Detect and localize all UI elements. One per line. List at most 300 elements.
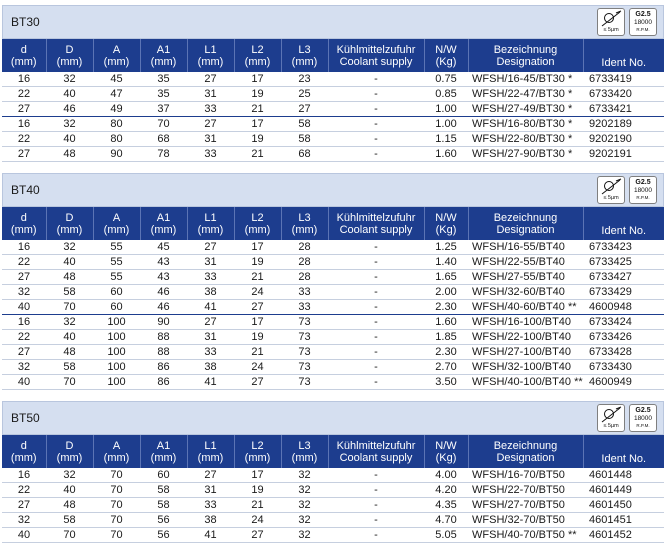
table-cell: WFSH/22-80/BT30 * bbox=[468, 132, 583, 147]
col-L2: L2 (mm) bbox=[234, 39, 281, 72]
table-row bbox=[2, 285, 664, 300]
table-cell: 22 bbox=[2, 483, 46, 498]
col-weight: N/W (Kg) bbox=[424, 435, 468, 468]
table-cell: 70 bbox=[93, 528, 140, 543]
table-cell: - bbox=[328, 285, 424, 300]
table-row bbox=[2, 528, 664, 543]
section-header bbox=[2, 173, 664, 207]
table-cell: 48 bbox=[46, 270, 93, 285]
table-row bbox=[2, 240, 664, 255]
table-cell: 70 bbox=[46, 375, 93, 390]
table-cell: WFSH/22-70/BT50 bbox=[468, 483, 583, 498]
col-A1: A1 (mm) bbox=[140, 39, 187, 72]
table-cell: 24 bbox=[234, 285, 281, 300]
table-cell: 22 bbox=[2, 87, 46, 102]
balance-grade-icon bbox=[629, 404, 657, 432]
table-cell: 21 bbox=[234, 147, 281, 162]
table-cell: 4601452 bbox=[583, 528, 664, 543]
section-header bbox=[2, 401, 664, 435]
section-bt40 bbox=[2, 173, 664, 390]
table-cell: 41 bbox=[187, 300, 234, 315]
table-cell: 73 bbox=[281, 330, 328, 345]
table-row bbox=[2, 330, 664, 345]
section-title: BT40 bbox=[11, 183, 40, 197]
col-L1: L1 (mm) bbox=[187, 39, 234, 72]
col-A1: A1 (mm) bbox=[140, 207, 187, 240]
runout-label: ≤ 5µm bbox=[603, 27, 619, 33]
col-ident: Ident No. bbox=[583, 207, 664, 240]
table-cell: 43 bbox=[140, 270, 187, 285]
table-cell: - bbox=[328, 330, 424, 345]
table-cell: 88 bbox=[140, 330, 187, 345]
table-cell: 16 bbox=[2, 240, 46, 255]
col-A1: A1 (mm) bbox=[140, 435, 187, 468]
table-cell: 35 bbox=[140, 87, 187, 102]
table-cell: - bbox=[328, 300, 424, 315]
table-cell: 1.25 bbox=[424, 240, 468, 255]
table-cell: 19 bbox=[234, 132, 281, 147]
table-row bbox=[2, 147, 664, 162]
table-cell: 27 bbox=[2, 102, 46, 117]
table-row bbox=[2, 117, 664, 132]
table-cell: 38 bbox=[187, 513, 234, 528]
table-cell: 48 bbox=[46, 345, 93, 360]
table-cell: 22 bbox=[2, 255, 46, 270]
table-cell: 6733426 bbox=[583, 330, 664, 345]
table-cell: 6733430 bbox=[583, 360, 664, 375]
table-cell: 41 bbox=[187, 375, 234, 390]
table-cell: 31 bbox=[187, 255, 234, 270]
runout-icon bbox=[597, 176, 625, 204]
col-designation: Bezeichnung Designation bbox=[468, 207, 583, 240]
table-cell: - bbox=[328, 147, 424, 162]
table-cell: 5.05 bbox=[424, 528, 468, 543]
table-cell: 70 bbox=[93, 513, 140, 528]
table-cell: 58 bbox=[46, 285, 93, 300]
table-cell: 70 bbox=[93, 483, 140, 498]
table-body bbox=[2, 468, 664, 543]
table-cell: 4601451 bbox=[583, 513, 664, 528]
balance-unit: R.P.M. bbox=[636, 195, 650, 200]
col-ident: Ident No. bbox=[583, 39, 664, 72]
table-row bbox=[2, 300, 664, 315]
table-cell: 17 bbox=[234, 468, 281, 483]
table-row bbox=[2, 498, 664, 513]
table-cell: WFSH/32-100/BT40 bbox=[468, 360, 583, 375]
table-cell: WFSH/22-55/BT40 bbox=[468, 255, 583, 270]
table-cell: WFSH/16-70/BT50 bbox=[468, 468, 583, 483]
table-cell: 100 bbox=[93, 360, 140, 375]
table-cell: 32 bbox=[2, 360, 46, 375]
table-cell: 17 bbox=[234, 240, 281, 255]
table-cell: 27 bbox=[187, 315, 234, 330]
col-L3: L3 (mm) bbox=[281, 435, 328, 468]
table-cell: 37 bbox=[140, 102, 187, 117]
table-body bbox=[2, 240, 664, 390]
table-cell: - bbox=[328, 498, 424, 513]
table-cell: WFSH/27-70/BT50 bbox=[468, 498, 583, 513]
table-cell: 46 bbox=[140, 285, 187, 300]
table-cell: - bbox=[328, 117, 424, 132]
table-cell: 9202191 bbox=[583, 147, 664, 162]
table-cell: 73 bbox=[281, 360, 328, 375]
table-cell: 27 bbox=[187, 117, 234, 132]
table-cell: 80 bbox=[93, 117, 140, 132]
table-cell: 40 bbox=[2, 528, 46, 543]
col-L3: L3 (mm) bbox=[281, 39, 328, 72]
dimensions-table bbox=[2, 435, 664, 543]
table-row bbox=[2, 345, 664, 360]
table-cell: 1.60 bbox=[424, 147, 468, 162]
feature-icons bbox=[597, 176, 657, 204]
table-row bbox=[2, 513, 664, 528]
table-row bbox=[2, 102, 664, 117]
table-cell: 19 bbox=[234, 330, 281, 345]
table-cell: 1.85 bbox=[424, 330, 468, 345]
table-cell: 100 bbox=[93, 315, 140, 330]
table-cell: WFSH/40-100/BT40 ** bbox=[468, 375, 583, 390]
table-cell: WFSH/40-70/BT50 ** bbox=[468, 528, 583, 543]
table-cell: 19 bbox=[234, 255, 281, 270]
col-L1: L1 (mm) bbox=[187, 207, 234, 240]
table-cell: 0.75 bbox=[424, 72, 468, 87]
table-cell: 46 bbox=[140, 300, 187, 315]
col-designation: Bezeichnung Designation bbox=[468, 39, 583, 72]
table-cell: 33 bbox=[187, 345, 234, 360]
table-cell: 6733429 bbox=[583, 285, 664, 300]
balance-unit: R.P.M. bbox=[636, 423, 650, 428]
table-cell: 27 bbox=[187, 468, 234, 483]
table-cell: 2.00 bbox=[424, 285, 468, 300]
table-cell: 6733421 bbox=[583, 102, 664, 117]
table-cell: 28 bbox=[281, 270, 328, 285]
table-cell: 27 bbox=[2, 147, 46, 162]
col-d: d (mm) bbox=[2, 435, 46, 468]
table-cell: 68 bbox=[140, 132, 187, 147]
table-cell: 56 bbox=[140, 513, 187, 528]
table-cell: 100 bbox=[93, 375, 140, 390]
table-cell: 16 bbox=[2, 117, 46, 132]
balance-grade: G2.5 bbox=[635, 407, 651, 414]
table-cell: 6733428 bbox=[583, 345, 664, 360]
table-cell: 90 bbox=[93, 147, 140, 162]
table-cell: 48 bbox=[46, 147, 93, 162]
table-cell: 21 bbox=[234, 102, 281, 117]
table-cell: 2.30 bbox=[424, 345, 468, 360]
runout-icon bbox=[597, 8, 625, 36]
balance-grade-icon bbox=[629, 176, 657, 204]
table-cell: 40 bbox=[2, 375, 46, 390]
table-cell: 21 bbox=[234, 345, 281, 360]
table-cell: 17 bbox=[234, 315, 281, 330]
table-body bbox=[2, 72, 664, 162]
runout-icon bbox=[597, 404, 625, 432]
table-cell: 3.50 bbox=[424, 375, 468, 390]
table-cell: 9202189 bbox=[583, 117, 664, 132]
table-cell: 38 bbox=[187, 285, 234, 300]
table-cell: 31 bbox=[187, 330, 234, 345]
table-cell: WFSH/27-49/BT30 * bbox=[468, 102, 583, 117]
section-title: BT30 bbox=[11, 15, 40, 29]
table-cell: 40 bbox=[46, 87, 93, 102]
table-cell: 23 bbox=[281, 72, 328, 87]
col-D: D (mm) bbox=[46, 207, 93, 240]
table-cell: WFSH/40-60/BT40 ** bbox=[468, 300, 583, 315]
table-cell: 4601449 bbox=[583, 483, 664, 498]
table-cell: 6733424 bbox=[583, 315, 664, 330]
table-cell: 6733420 bbox=[583, 87, 664, 102]
table-cell: - bbox=[328, 255, 424, 270]
col-L1: L1 (mm) bbox=[187, 435, 234, 468]
table-cell: 73 bbox=[281, 345, 328, 360]
table-cell: - bbox=[328, 315, 424, 330]
table-cell: 32 bbox=[46, 468, 93, 483]
table-cell: 73 bbox=[281, 375, 328, 390]
balance-rpm: 18000 bbox=[633, 19, 653, 26]
table-cell: - bbox=[328, 483, 424, 498]
table-cell: 33 bbox=[281, 300, 328, 315]
table-cell: 4.70 bbox=[424, 513, 468, 528]
table-cell: 32 bbox=[281, 528, 328, 543]
table-cell: 78 bbox=[140, 147, 187, 162]
table-cell: 4.35 bbox=[424, 498, 468, 513]
table-cell: 27 bbox=[187, 240, 234, 255]
table-row bbox=[2, 132, 664, 147]
table-cell: 28 bbox=[281, 255, 328, 270]
table-cell: 32 bbox=[46, 117, 93, 132]
table-cell: 33 bbox=[187, 102, 234, 117]
table-row bbox=[2, 270, 664, 285]
table-cell: - bbox=[328, 345, 424, 360]
balance-grade: G2.5 bbox=[635, 179, 651, 186]
balance-grade: G2.5 bbox=[635, 11, 651, 18]
table-cell: 56 bbox=[140, 528, 187, 543]
table-cell: 22 bbox=[2, 132, 46, 147]
col-designation: Bezeichnung Designation bbox=[468, 435, 583, 468]
table-cell: 19 bbox=[234, 87, 281, 102]
table-cell: 27 bbox=[234, 300, 281, 315]
table-cell: 27 bbox=[2, 498, 46, 513]
table-cell: 17 bbox=[234, 117, 281, 132]
table-cell: 27 bbox=[281, 102, 328, 117]
table-cell: - bbox=[328, 513, 424, 528]
table-cell: 33 bbox=[187, 498, 234, 513]
table-cell: 21 bbox=[234, 498, 281, 513]
table-cell: 0.85 bbox=[424, 87, 468, 102]
feature-icons bbox=[597, 8, 657, 36]
table-cell: WFSH/22-47/BT30 * bbox=[468, 87, 583, 102]
table-cell: WFSH/27-55/BT40 bbox=[468, 270, 583, 285]
table-row bbox=[2, 315, 664, 330]
section-header bbox=[2, 5, 664, 39]
col-L2: L2 (mm) bbox=[234, 435, 281, 468]
table-cell: 35 bbox=[140, 72, 187, 87]
col-coolant: Kühlmittelzufuhr Coolant supply bbox=[328, 435, 424, 468]
table-cell: 27 bbox=[187, 72, 234, 87]
section-bt50 bbox=[2, 401, 664, 543]
table-cell: 32 bbox=[281, 483, 328, 498]
table-cell: 68 bbox=[281, 147, 328, 162]
table-cell: 55 bbox=[93, 255, 140, 270]
runout-label: ≤ 5µm bbox=[603, 423, 619, 429]
balance-unit: R.P.M. bbox=[636, 27, 650, 32]
table-row bbox=[2, 87, 664, 102]
table-cell: 100 bbox=[93, 345, 140, 360]
table-cell: 2.30 bbox=[424, 300, 468, 315]
table-cell: 58 bbox=[140, 498, 187, 513]
table-cell: 4601450 bbox=[583, 498, 664, 513]
table-row bbox=[2, 375, 664, 390]
section-bt30 bbox=[2, 5, 664, 162]
feature-icons bbox=[597, 404, 657, 432]
table-cell: 43 bbox=[140, 255, 187, 270]
table-cell: 60 bbox=[93, 300, 140, 315]
table-cell: 32 bbox=[46, 240, 93, 255]
balance-grade-icon bbox=[629, 8, 657, 36]
table-cell: 88 bbox=[140, 345, 187, 360]
col-A: A (mm) bbox=[93, 39, 140, 72]
table-cell: 100 bbox=[93, 330, 140, 345]
dimensions-table bbox=[2, 207, 664, 390]
table-cell: 19 bbox=[234, 483, 281, 498]
col-A: A (mm) bbox=[93, 207, 140, 240]
table-cell: 33 bbox=[187, 147, 234, 162]
table-cell: - bbox=[328, 528, 424, 543]
col-d: d (mm) bbox=[2, 207, 46, 240]
table-header-row bbox=[2, 435, 664, 468]
table-cell: 27 bbox=[2, 270, 46, 285]
table-header-row bbox=[2, 39, 664, 72]
table-cell: 1.15 bbox=[424, 132, 468, 147]
table-cell: 47 bbox=[93, 87, 140, 102]
col-D: D (mm) bbox=[46, 39, 93, 72]
section-title: BT50 bbox=[11, 411, 40, 425]
table-cell: 32 bbox=[281, 498, 328, 513]
col-weight: N/W (Kg) bbox=[424, 39, 468, 72]
table-cell: 17 bbox=[234, 72, 281, 87]
table-cell: - bbox=[328, 102, 424, 117]
table-cell: - bbox=[328, 72, 424, 87]
table-cell: 55 bbox=[93, 240, 140, 255]
table-cell: 1.65 bbox=[424, 270, 468, 285]
table-row bbox=[2, 72, 664, 87]
table-cell: 27 bbox=[234, 375, 281, 390]
table-cell: 46 bbox=[46, 102, 93, 117]
table-cell: 32 bbox=[2, 285, 46, 300]
balance-rpm: 18000 bbox=[633, 187, 653, 194]
table-cell: 40 bbox=[46, 330, 93, 345]
table-cell: 1.40 bbox=[424, 255, 468, 270]
table-cell: 58 bbox=[281, 132, 328, 147]
col-D: D (mm) bbox=[46, 435, 93, 468]
table-cell: 45 bbox=[93, 72, 140, 87]
table-cell: 6733425 bbox=[583, 255, 664, 270]
table-row bbox=[2, 360, 664, 375]
table-cell: WFSH/27-90/BT30 * bbox=[468, 147, 583, 162]
table-cell: - bbox=[328, 240, 424, 255]
table-cell: 6733427 bbox=[583, 270, 664, 285]
table-cell: 21 bbox=[234, 270, 281, 285]
table-cell: 40 bbox=[46, 483, 93, 498]
col-d: d (mm) bbox=[2, 39, 46, 72]
table-cell: 2.70 bbox=[424, 360, 468, 375]
table-cell: WFSH/16-45/BT30 * bbox=[468, 72, 583, 87]
table-cell: 33 bbox=[187, 270, 234, 285]
table-cell: 16 bbox=[2, 72, 46, 87]
table-cell: 27 bbox=[234, 528, 281, 543]
table-cell: 6733423 bbox=[583, 240, 664, 255]
table-cell: WFSH/16-80/BT30 * bbox=[468, 117, 583, 132]
table-cell: 4.00 bbox=[424, 468, 468, 483]
table-cell: 9202190 bbox=[583, 132, 664, 147]
table-cell: WFSH/32-70/BT50 bbox=[468, 513, 583, 528]
table-cell: 86 bbox=[140, 375, 187, 390]
table-cell: 60 bbox=[140, 468, 187, 483]
table-cell: 45 bbox=[140, 240, 187, 255]
table-cell: 48 bbox=[46, 498, 93, 513]
table-cell: 24 bbox=[234, 360, 281, 375]
table-cell: 73 bbox=[281, 315, 328, 330]
table-cell: - bbox=[328, 270, 424, 285]
table-cell: 58 bbox=[46, 360, 93, 375]
dimensions-table bbox=[2, 39, 664, 162]
table-cell: 6733419 bbox=[583, 72, 664, 87]
table-cell: 16 bbox=[2, 468, 46, 483]
table-cell: 32 bbox=[2, 513, 46, 528]
table-cell: WFSH/32-60/BT40 bbox=[468, 285, 583, 300]
table-cell: 4600949 bbox=[583, 375, 664, 390]
table-cell: - bbox=[328, 87, 424, 102]
table-cell: 40 bbox=[46, 255, 93, 270]
table-cell: 58 bbox=[281, 117, 328, 132]
table-cell: 4601448 bbox=[583, 468, 664, 483]
table-cell: 32 bbox=[281, 513, 328, 528]
col-weight: N/W (Kg) bbox=[424, 207, 468, 240]
table-cell: 16 bbox=[2, 315, 46, 330]
table-cell: 22 bbox=[2, 330, 46, 345]
table-row bbox=[2, 483, 664, 498]
table-cell: - bbox=[328, 132, 424, 147]
table-cell: 33 bbox=[281, 285, 328, 300]
table-cell: 27 bbox=[2, 345, 46, 360]
col-coolant: Kühlmittelzufuhr Coolant supply bbox=[328, 39, 424, 72]
table-cell: 60 bbox=[93, 285, 140, 300]
table-cell: 49 bbox=[93, 102, 140, 117]
table-cell: 90 bbox=[140, 315, 187, 330]
table-cell: 1.00 bbox=[424, 102, 468, 117]
table-cell: WFSH/27-100/BT40 bbox=[468, 345, 583, 360]
table-cell: 58 bbox=[140, 483, 187, 498]
runout-label: ≤ 5µm bbox=[603, 195, 619, 201]
table-cell: 70 bbox=[93, 468, 140, 483]
table-cell: 80 bbox=[93, 132, 140, 147]
table-cell: 25 bbox=[281, 87, 328, 102]
col-L3: L3 (mm) bbox=[281, 207, 328, 240]
table-cell: 38 bbox=[187, 360, 234, 375]
table-cell: 31 bbox=[187, 483, 234, 498]
table-cell: 31 bbox=[187, 132, 234, 147]
table-cell: WFSH/16-100/BT40 bbox=[468, 315, 583, 330]
table-cell: 28 bbox=[281, 240, 328, 255]
table-cell: 24 bbox=[234, 513, 281, 528]
table-cell: 40 bbox=[46, 132, 93, 147]
col-coolant: Kühlmittelzufuhr Coolant supply bbox=[328, 207, 424, 240]
col-A: A (mm) bbox=[93, 435, 140, 468]
col-L2: L2 (mm) bbox=[234, 207, 281, 240]
table-cell: 70 bbox=[46, 528, 93, 543]
table-cell: 70 bbox=[93, 498, 140, 513]
col-ident: Ident No. bbox=[583, 435, 664, 468]
